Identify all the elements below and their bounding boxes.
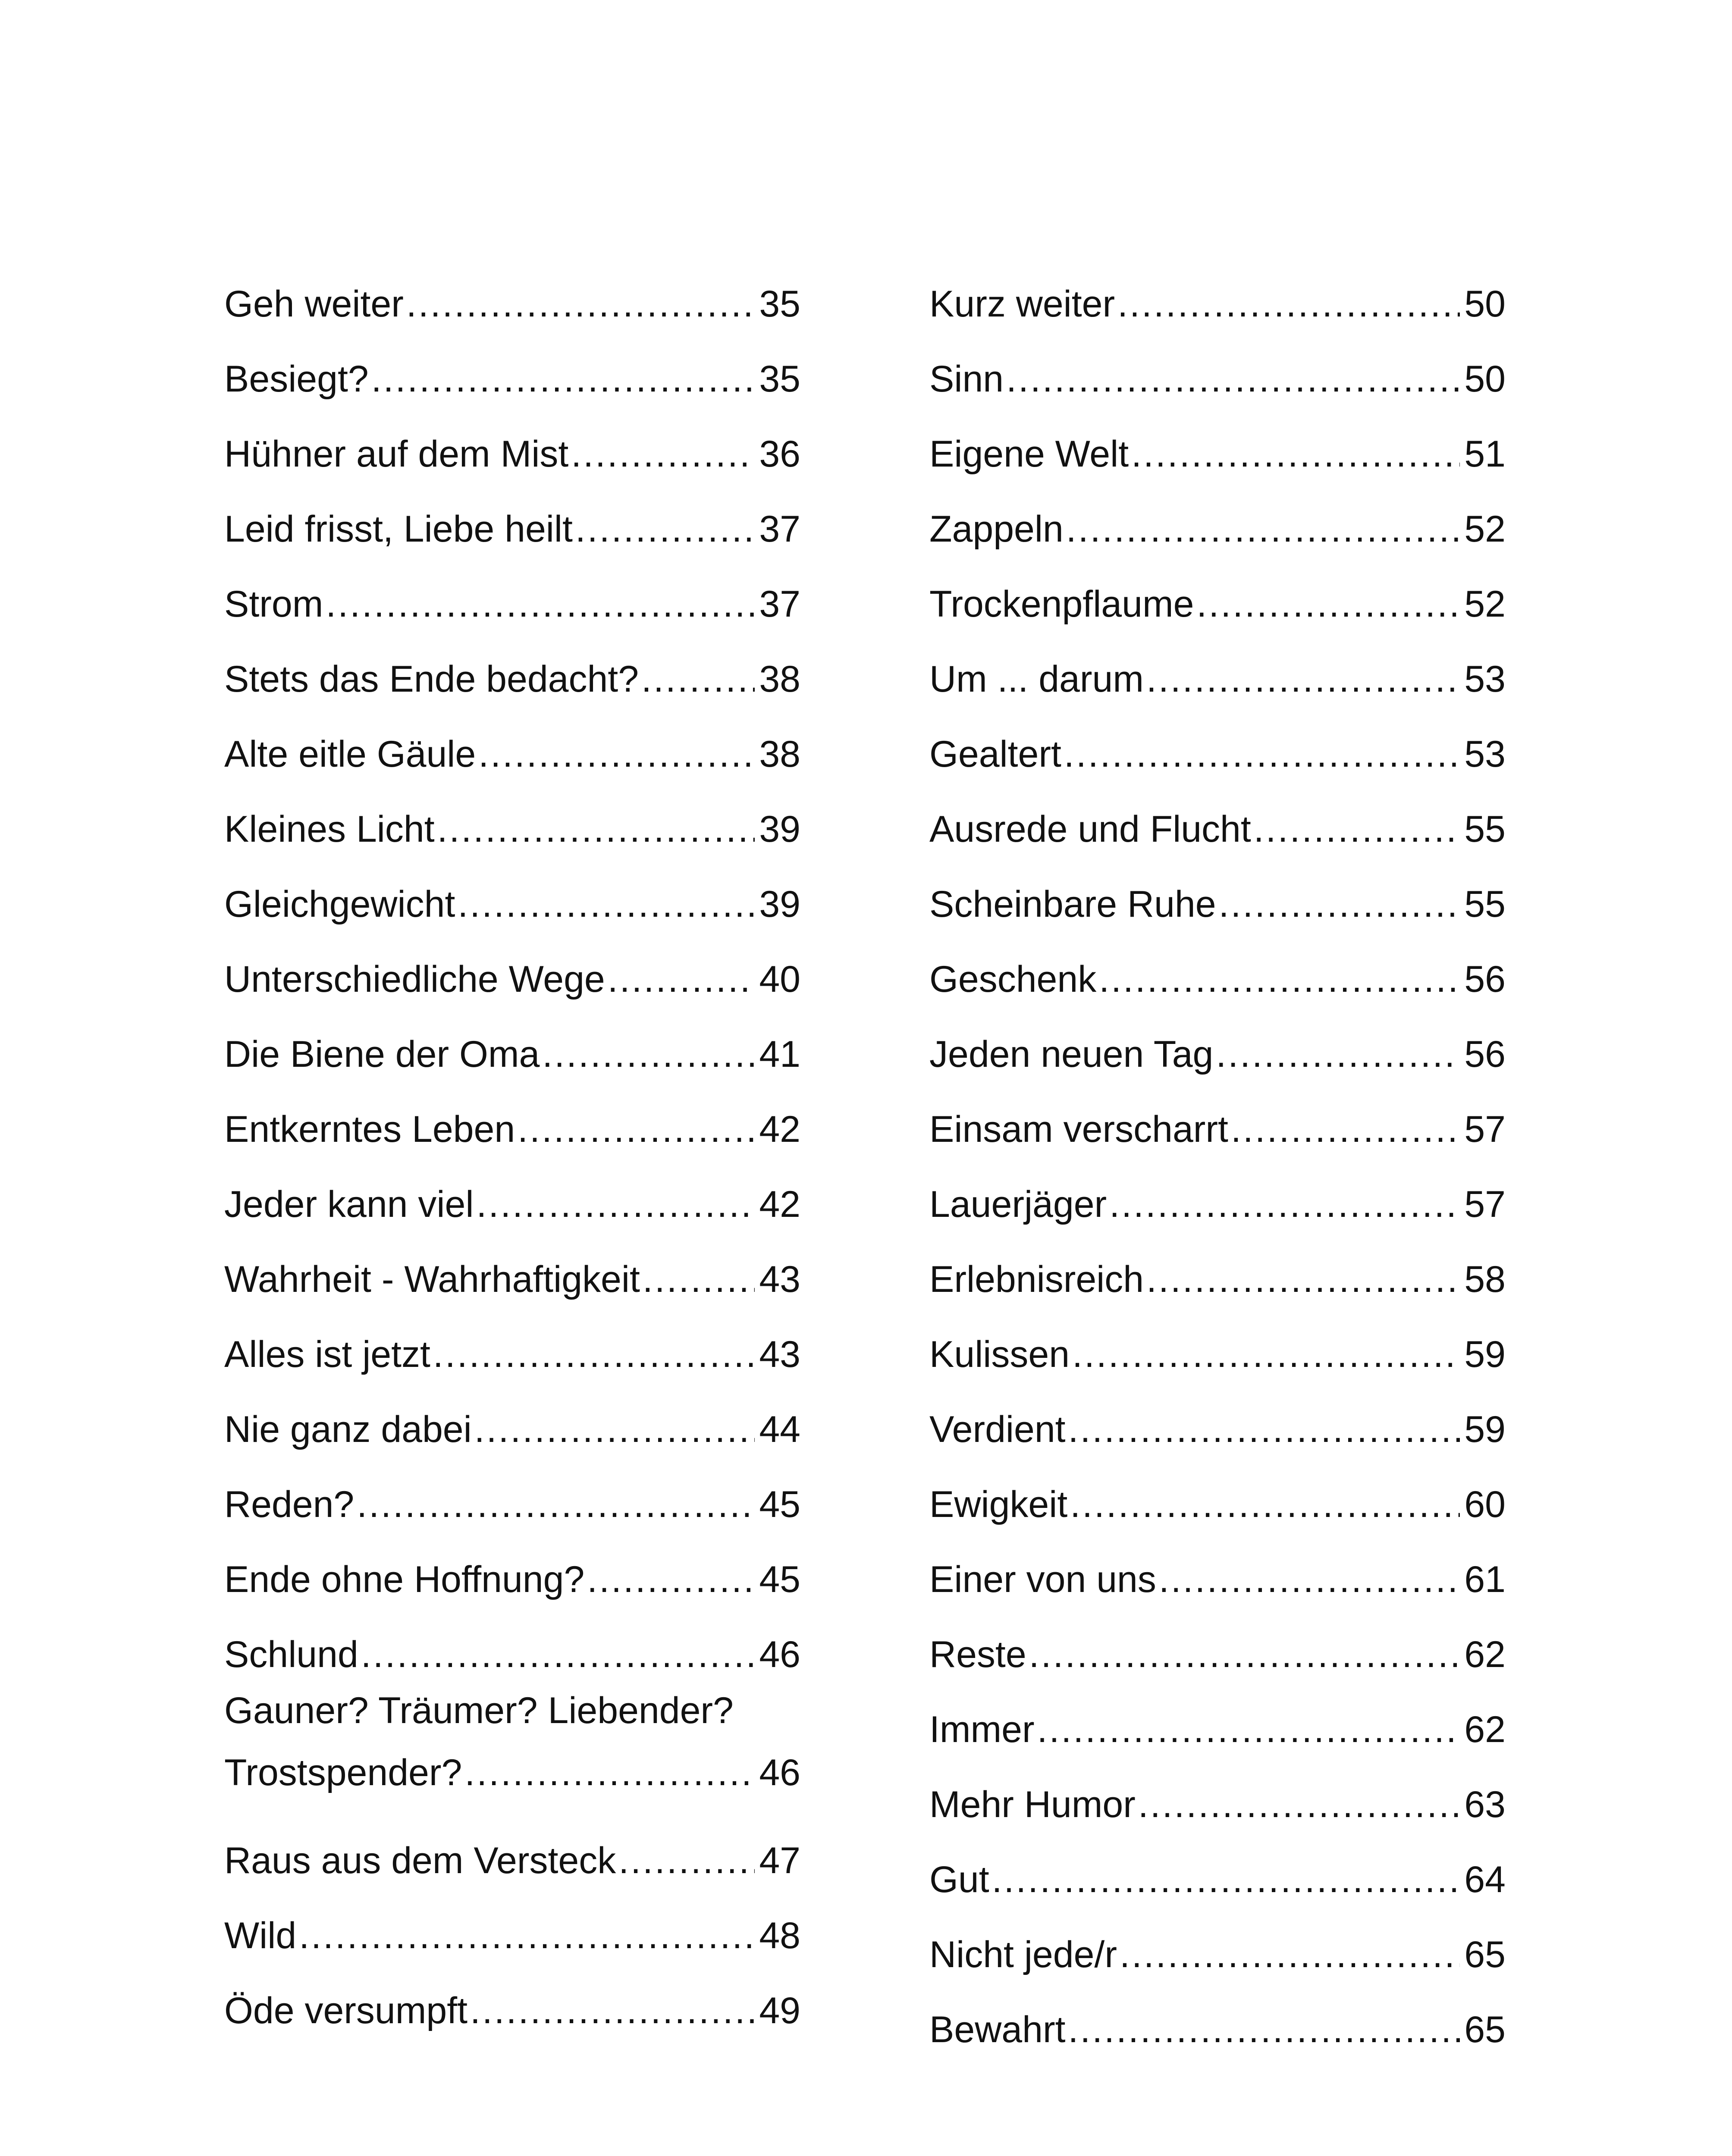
toc-entry-title: Bewahrt — [929, 2009, 1066, 2050]
toc-entry-title-line1: Gauner? Träumer? Liebender? — [224, 1690, 734, 1731]
toc-entry-title: Nicht jede/r — [929, 1934, 1117, 1975]
dot-leader — [1006, 351, 1460, 407]
dot-leader — [406, 276, 755, 332]
toc-entry-page: 39 — [759, 808, 800, 850]
toc-entry-title: Raus aus dem Versteck — [224, 1840, 616, 1881]
dot-leader — [437, 801, 755, 857]
toc-entry-page: 38 — [759, 658, 800, 700]
toc-entry-page: 50 — [1464, 283, 1506, 325]
toc-entry[interactable] — [929, 1983, 1506, 2058]
dot-leader — [1219, 876, 1460, 932]
toc-entry[interactable] — [224, 1683, 800, 1814]
toc-entry-title: Lauerjäger — [929, 1184, 1107, 1225]
toc-entry-title: Trockenpflaume — [929, 583, 1194, 625]
toc-entry-title: Leid frisst, Liebe heilt — [224, 508, 573, 550]
toc-entry[interactable] — [224, 857, 800, 932]
dot-leader — [1146, 651, 1460, 707]
toc-entry-title: Wild — [224, 1915, 297, 1956]
toc-entry-page: 35 — [759, 283, 800, 325]
toc-entry-title: Kleines Licht — [224, 808, 435, 850]
toc-entry-title: Jeden neuen Tag — [929, 1034, 1214, 1075]
toc-entry-page: 41 — [759, 1034, 800, 1075]
toc-entry[interactable] — [929, 1532, 1506, 1608]
toc-left-column — [224, 257, 800, 2039]
toc-entry-title: Alte eitle Gäule — [224, 733, 476, 775]
toc-entry[interactable] — [929, 332, 1506, 407]
toc-entry[interactable] — [224, 482, 800, 557]
dot-leader — [575, 501, 755, 557]
toc-entry-title: Strom — [224, 583, 323, 625]
toc-entry[interactable] — [929, 707, 1506, 782]
toc-entry-page: 48 — [759, 1915, 800, 1956]
toc-entry-page: 65 — [1464, 1934, 1506, 1975]
toc-entry-page: 45 — [759, 1559, 800, 1600]
toc-entry-page: 53 — [1464, 658, 1506, 700]
dot-leader — [326, 576, 755, 632]
toc-entry[interactable] — [224, 632, 800, 707]
toc-entry-title: Gealtert — [929, 733, 1061, 775]
toc-entry[interactable] — [224, 1232, 800, 1307]
toc-entry-title: Stets das Ende bedacht? — [224, 658, 639, 700]
toc-entry-title: Zappeln — [929, 508, 1064, 550]
toc-entry-title: Gleichgewicht — [224, 884, 455, 925]
toc-entry[interactable] — [929, 1382, 1506, 1457]
toc-entry-page: 64 — [1464, 1859, 1506, 1900]
dot-leader — [992, 1852, 1460, 1908]
toc-entry-title: Reden? — [224, 1484, 355, 1525]
toc-entry-title: Einsam verscharrt — [929, 1109, 1228, 1150]
toc-entry-page: 39 — [759, 884, 800, 925]
dot-leader — [478, 726, 755, 782]
toc-entry-page: 62 — [1464, 1709, 1506, 1750]
toc-entry-title-line2: Trostspender? — [224, 1752, 462, 1793]
dot-leader — [1196, 576, 1460, 632]
toc-entry-title: Geh weiter — [224, 283, 404, 325]
toc-entry-title: Verdient — [929, 1409, 1066, 1450]
toc-entry-title: Besiegt? — [224, 358, 369, 400]
dot-leader — [1146, 1251, 1460, 1307]
toc-entry[interactable] — [224, 1157, 800, 1232]
toc-entry[interactable] — [224, 407, 800, 482]
toc-entry[interactable] — [929, 257, 1506, 332]
toc-entry-title: Um ... darum — [929, 658, 1144, 700]
toc-entry-title: Gut — [929, 1859, 989, 1900]
toc-entry-page: 52 — [1464, 508, 1506, 550]
toc-entry-title: Eigene Welt — [929, 433, 1129, 475]
toc-entry-page: 46 — [759, 1634, 800, 1675]
toc-entry-page: 65 — [1464, 2009, 1506, 2050]
toc-entry[interactable] — [224, 332, 800, 407]
toc-right-column — [929, 257, 1506, 2058]
toc-entry-page: 43 — [759, 1259, 800, 1300]
toc-entry[interactable] — [224, 1814, 800, 1889]
toc-entry[interactable] — [224, 1382, 800, 1457]
toc-entry-page: 58 — [1464, 1259, 1506, 1300]
dot-leader — [1029, 1626, 1460, 1683]
toc-entry-title: Mehr Humor — [929, 1784, 1136, 1825]
dot-leader — [1109, 1176, 1460, 1232]
toc-entry-page: 56 — [1464, 1034, 1506, 1075]
toc-entry-page: 38 — [759, 733, 800, 775]
dot-leader — [1131, 426, 1460, 482]
toc-entry-page: 42 — [759, 1184, 800, 1225]
dot-leader — [1120, 1927, 1460, 1983]
toc-entry-page: 37 — [759, 583, 800, 625]
toc-entry-title: Scheinbare Ruhe — [929, 884, 1216, 925]
toc-entry[interactable] — [929, 1908, 1506, 1983]
toc-entry[interactable] — [929, 1157, 1506, 1232]
dot-leader — [571, 426, 755, 482]
toc-entry[interactable] — [224, 1532, 800, 1608]
toc-entry[interactable] — [929, 557, 1506, 632]
toc-entry-last-line — [224, 1745, 800, 1801]
toc-entry-page: 59 — [1464, 1409, 1506, 1450]
dot-leader — [1099, 951, 1460, 1007]
toc-entry[interactable] — [224, 257, 800, 332]
toc-entry[interactable] — [929, 1082, 1506, 1157]
toc-entry[interactable] — [929, 1007, 1506, 1082]
toc-entry-title: Wahrheit - Wahrhaftigkeit — [224, 1259, 640, 1300]
toc-entry[interactable] — [929, 407, 1506, 482]
dot-leader — [542, 1026, 755, 1082]
toc-entry-page: 44 — [759, 1409, 800, 1450]
toc-entry-page: 43 — [759, 1334, 800, 1375]
toc-entry-title: Sinn — [929, 358, 1004, 400]
dot-leader — [1138, 1777, 1460, 1833]
dot-leader — [1231, 1101, 1460, 1157]
dot-leader — [518, 1101, 755, 1157]
toc-entry-title: Öde versumpft — [224, 1990, 468, 2031]
toc-entry[interactable] — [224, 1007, 800, 1082]
dot-leader — [1070, 1476, 1460, 1532]
toc-entry-page: 57 — [1464, 1184, 1506, 1225]
toc-entry[interactable] — [929, 1683, 1506, 1758]
toc-entry-title: Ewigkeit — [929, 1484, 1068, 1525]
toc-entry-title: Erlebnisreich — [929, 1259, 1144, 1300]
toc-entry-title: Unterschiedliche Wege — [224, 959, 605, 1000]
toc-entry-page: 37 — [759, 508, 800, 550]
toc-entry[interactable] — [929, 1758, 1506, 1833]
toc-entry[interactable] — [929, 632, 1506, 707]
toc-entry-title: Kurz weiter — [929, 283, 1115, 325]
toc-entry[interactable] — [224, 1082, 800, 1157]
dot-leader — [464, 1745, 755, 1801]
toc-entry-title: Geschenk — [929, 959, 1097, 1000]
dot-leader — [608, 951, 755, 1007]
toc-entry-title: Hühner auf dem Mist — [224, 433, 569, 475]
dot-leader — [1066, 501, 1460, 557]
toc-entry[interactable] — [929, 932, 1506, 1007]
toc-entry-page: 63 — [1464, 1784, 1506, 1825]
toc-entry-page: 55 — [1464, 884, 1506, 925]
dot-leader — [1068, 1401, 1460, 1457]
toc-entry-page: 55 — [1464, 808, 1506, 850]
toc-entry[interactable] — [929, 482, 1506, 557]
toc-entry-page: 53 — [1464, 733, 1506, 775]
toc-entry-page: 36 — [759, 433, 800, 475]
toc-entry-page: 45 — [759, 1484, 800, 1525]
toc-entry[interactable] — [224, 707, 800, 782]
toc-entry[interactable] — [929, 1457, 1506, 1532]
toc-entry-title: Entkerntes Leben — [224, 1109, 515, 1150]
dot-leader — [587, 1551, 755, 1608]
toc-entry-title: Jeder kann viel — [224, 1184, 474, 1225]
toc-entry[interactable] — [224, 1457, 800, 1532]
toc-entry[interactable] — [929, 1307, 1506, 1382]
toc-entry-page: 57 — [1464, 1109, 1506, 1150]
toc-entry-page: 59 — [1464, 1334, 1506, 1375]
toc-entry-title: Alles ist jetzt — [224, 1334, 430, 1375]
dot-leader — [458, 876, 755, 932]
dot-leader — [641, 651, 755, 707]
dot-leader — [1117, 276, 1460, 332]
toc-entry[interactable] — [224, 557, 800, 632]
dot-leader — [1037, 1702, 1460, 1758]
toc-entry[interactable] — [929, 1833, 1506, 1908]
toc-entry-title: Nie ganz dabei — [224, 1409, 472, 1450]
toc-entry-page: 46 — [759, 1752, 800, 1793]
dot-leader — [361, 1626, 755, 1683]
toc-entry-page: 42 — [759, 1109, 800, 1150]
toc-entry[interactable] — [224, 1608, 800, 1683]
toc-entry[interactable] — [929, 1608, 1506, 1683]
toc-entry-page: 56 — [1464, 959, 1506, 1000]
toc-entry[interactable] — [224, 782, 800, 857]
toc-entry[interactable] — [929, 1232, 1506, 1307]
toc-entry-page: 35 — [759, 358, 800, 400]
dot-leader — [618, 1833, 755, 1889]
toc-entry-title: Kulissen — [929, 1334, 1070, 1375]
toc-entry-title: Ausrede und Flucht — [929, 808, 1251, 850]
toc-entry-page: 40 — [759, 959, 800, 1000]
dot-leader — [470, 1983, 755, 2039]
toc-entry-page: 50 — [1464, 358, 1506, 400]
toc-entry-title: Schlund — [224, 1634, 358, 1675]
dot-leader — [1068, 2002, 1460, 2058]
dot-leader — [1064, 726, 1460, 782]
dot-leader — [1159, 1551, 1460, 1608]
dot-leader — [433, 1326, 755, 1382]
toc-entry[interactable] — [929, 857, 1506, 932]
dot-leader — [1216, 1026, 1460, 1082]
toc-entry[interactable] — [224, 1307, 800, 1382]
toc-entry[interactable] — [224, 932, 800, 1007]
dot-leader — [476, 1176, 755, 1232]
toc-entry[interactable] — [929, 782, 1506, 857]
dot-leader — [357, 1476, 755, 1532]
toc-entry-page: 51 — [1464, 433, 1506, 475]
toc-entry-title: Die Biene der Oma — [224, 1034, 540, 1075]
toc-entry-title: Ende ohne Hoffnung? — [224, 1559, 585, 1600]
toc-entry[interactable] — [224, 1889, 800, 1964]
dot-leader — [1072, 1326, 1460, 1382]
dot-leader — [299, 1908, 755, 1964]
toc-entry-title: Einer von uns — [929, 1559, 1156, 1600]
toc-entry[interactable] — [224, 1964, 800, 2039]
toc-entry-page: 49 — [759, 1990, 800, 2031]
toc-entry-page: 52 — [1464, 583, 1506, 625]
toc-entry-title: Immer — [929, 1709, 1035, 1750]
toc-entry-page: 60 — [1464, 1484, 1506, 1525]
dot-leader — [474, 1401, 755, 1457]
toc-entry-page: 47 — [759, 1840, 800, 1881]
toc-entry-page: 61 — [1464, 1559, 1506, 1600]
dot-leader — [1254, 801, 1460, 857]
toc-entry-page: 62 — [1464, 1634, 1506, 1675]
dot-leader — [643, 1251, 755, 1307]
toc-entry-title: Reste — [929, 1634, 1026, 1675]
dot-leader — [371, 351, 755, 407]
